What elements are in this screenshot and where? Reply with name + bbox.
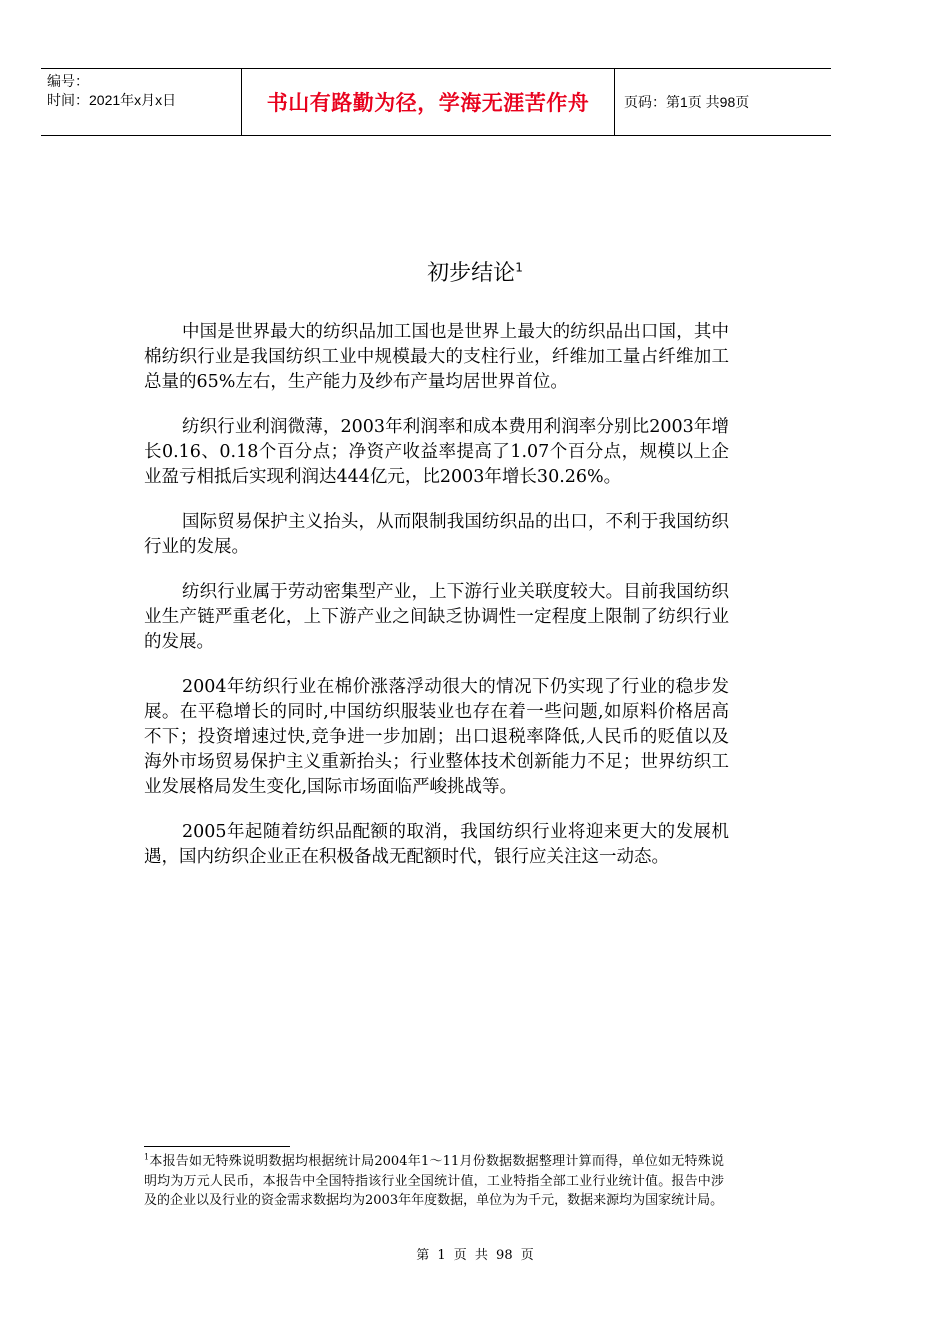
page-footer: 第 1 页 共 98 页 xyxy=(416,1248,534,1263)
paragraph: 国际贸易保护主义抬头，从而限制我国纺织品的出口，不利于我国纺织行业的发展。 xyxy=(144,512,729,557)
time-label: 时间：2021年x月x日 xyxy=(47,92,177,108)
title-footnote-mark: 1 xyxy=(515,260,523,275)
paragraph: 纺织行业属于劳动密集型产业，上下游行业关联度较大。目前我国纺织业生产链严重老化，上下游产业之间缺乏协调性一定程度上限制了纺织行业的发展。 xyxy=(144,582,729,652)
header-meta xyxy=(41,69,242,135)
header-page-info: 页码：第1页 共98页 xyxy=(624,94,750,110)
paragraph: 中国是世界最大的纺织品加工国也是世界上最大的纺织品出口国，其中棉纺织行业是我国纺织工业中规模最大的支柱行业，纤维加工量占纤维加工总量的65%左右，生产能力及纱布产量均居世界首位。 xyxy=(144,322,729,392)
document-header xyxy=(41,68,831,136)
footnote-text: 本报告如无特殊说明数据均根据统计局2004年1～11月份数据数据整理计算而得，单位如无特殊说明均为万元人民币，本报告中全国特指该行业全国统计值，工业特指全部工业行业统计值。报告中涉及的企业以及行业的资金需求数据均为2003年年度数据，单位为为千元，数据来源均为国家统计局。 xyxy=(144,1154,724,1208)
paragraph: 纺织行业利润微薄，2003年利润率和成本费用利润率分别比2003年增长0.16、0.18个百分点；净资产收益率提高了1.07个百分点，规模以上企业盈亏相抵后实现利润达444亿元，比2003年增长30.26%。 xyxy=(144,417,729,487)
code-label: 编号： xyxy=(47,73,89,89)
footnote xyxy=(144,1152,724,1211)
paragraph: 2005年起随着纺织品配额的取消，我国纺织行业将迎来更大的发展机遇，国内纺织企业正在积极备战无配额时代，银行应关注这一动态。 xyxy=(144,822,729,867)
footnote-divider xyxy=(144,1146,290,1147)
page-title xyxy=(0,258,950,290)
body-content xyxy=(144,320,729,890)
paragraph: 2004年纺织行业在棉价涨落浮动很大的情况下仍实现了行业的稳步发展。在平稳增长的同时,中国纺织服装业也存在着一些问题,如原料价格居高不下；投资增速过快,竞争进一步加剧；出口退税率降低,人民币的贬值以及海外市场贸易保护主义重新抬头；行业整体技术创新能力不足；世界纺织工业发展格局发生变化,国际市场面临严峻挑战等。 xyxy=(144,677,729,797)
footnote-mark: 1 xyxy=(144,1152,150,1162)
header-slogan: 书山有路勤为径，学海无涯苦作舟 xyxy=(242,69,615,135)
page-title-text: 初步结论 xyxy=(427,261,516,286)
